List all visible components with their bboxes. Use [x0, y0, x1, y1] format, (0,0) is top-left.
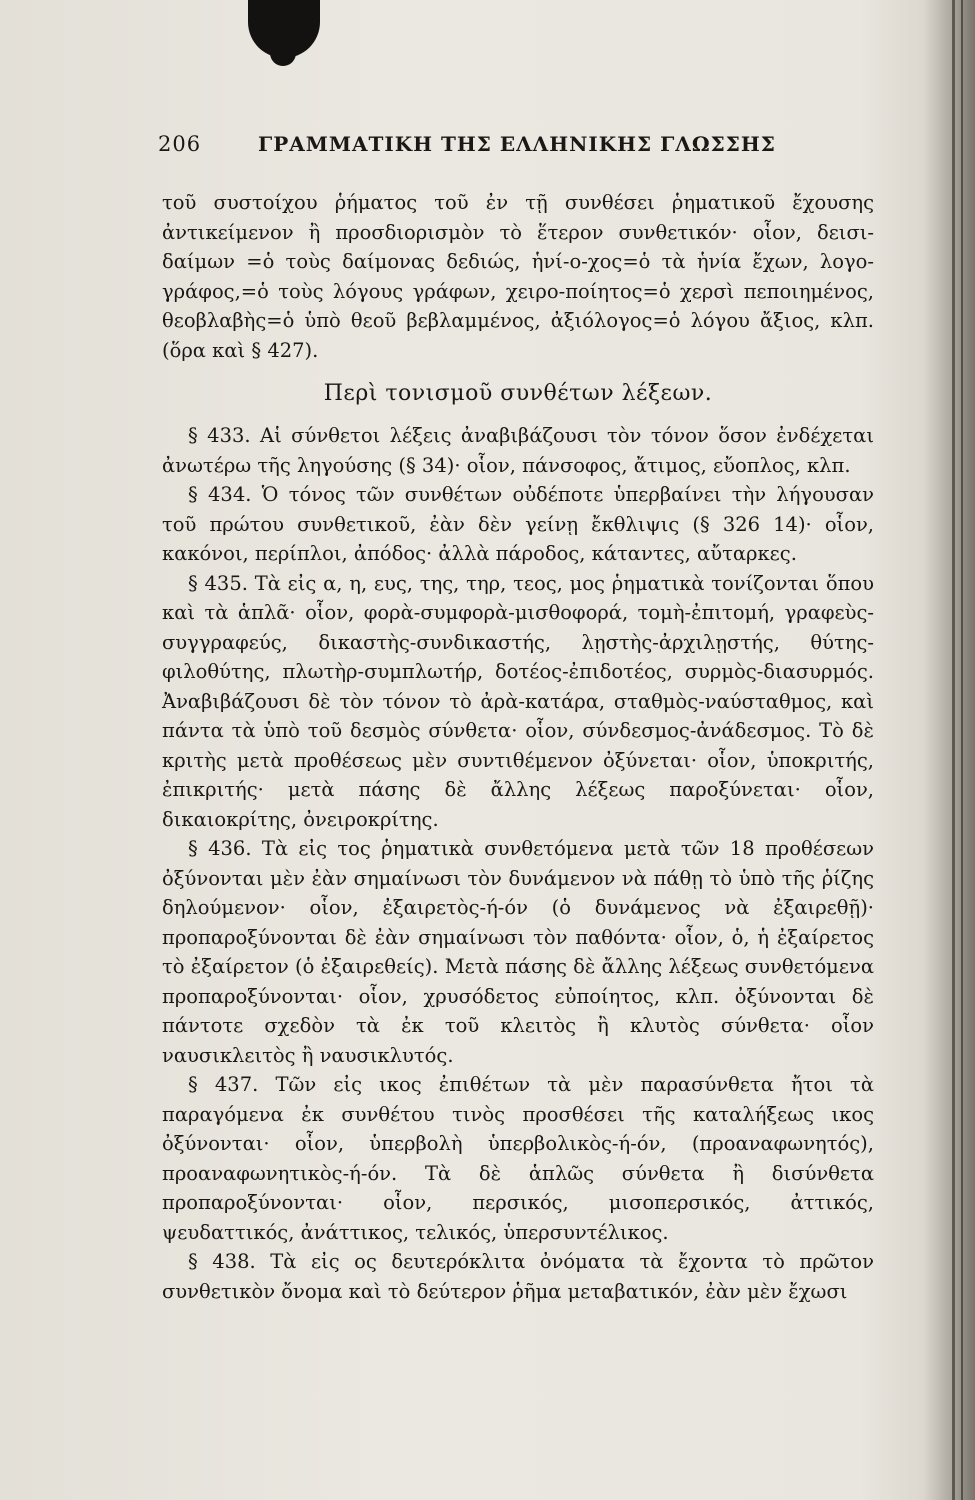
page-content: [158, 128, 874, 1306]
book-binding-shadow: [923, 0, 975, 1500]
paragraph-continuation: τοῦ συστοίχου ῥήματος τοῦ ἐν τῇ συνθέσει ῥηματικοῦ ἔχουσης ἀντικείμενον ἢ προσδιορισμὸν τὸ ἕτερον συνθετικόν· οἷον, δεισι-δαίμων =ὁ τοὺς δαίμονας δεδιώς, ἡνί-ο-χος=ὁ τὰ ἡνία ἔχων, λογο-γράφος,=ὁ τοὺς λόγους γράφων, χειρο-ποίητος=ὁ χερσὶ πεποιημένος, θεοβλαβὴς=ὁ ὑπὸ θεοῦ βεβλαμμένος, ἀξιόλογος=ὁ λόγου ἄξιος, κλπ. (ὅρα καὶ § 427).: [162, 191, 874, 362]
section-title: Περὶ τονισμοῦ συνθέτων λέξεων.: [323, 381, 713, 406]
paragraph-438: § 438. Τὰ εἰς ος δευτερόκλιτα ὀνόματα τὰ ἔχοντα τὸ πρῶτον συνθετικὸν ὄνομα καὶ τὸ δεύτερον ῥῆμα μεταβατικόν, ἐὰν μὲν ἔχωσι: [162, 1250, 874, 1303]
binding-edge-line: [961, 0, 963, 1500]
paragraph-433: § 433. Αἱ σύνθετοι λέξεις ἀναβιβάζουσι τὸν τόνον ὅσον ἐνδέχεται ἀνωτέρω τῆς ληγούσης (§ 34)· οἷον, πάνσοφος, ἄτιμος, εὔοπλος, κλπ.: [162, 424, 874, 477]
body-text: [162, 188, 874, 1306]
paragraph-434: § 434. Ὁ τόνος τῶν συνθέτων οὐδέποτε ὑπερβαίνει τὴν λήγουσαν τοῦ πρώτου συνθετικοῦ, ἐὰν δὲν γείνῃ ἔκθλιψις (§ 326 14)· οἷον, κακόνοι, περίπλοι, ἀπόδος· ἀλλὰ πάροδος, κάταντες, αὔταρκες.: [162, 483, 874, 565]
binding-edge-line: [952, 0, 955, 1500]
page-header: [158, 128, 874, 164]
page-number: 206: [158, 132, 202, 156]
paragraph-435: § 435. Τὰ εἰς α, η, ευς, της, τηρ, τεος, μος ῥηματικὰ τονίζονται ὅπου καὶ τὰ ἁπλᾶ· οἷον, φορὰ-συμφορὰ-μισθοφορά, τομὴ-ἐπιτομή, γραφεὺς-συγγραφεύς, δικαστὴς-συνδικαστής, λῃστὴς-ἀρχιλῃστής, θύτης-φιλοθύτης, πλωτὴρ-συμπλωτήρ, δοτέος-ἐπιδοτέος, συρμὸς-διασυρμός. Ἀναβιβάζουσι δὲ τὸν τόνον τὸ ἀρὰ-κατάρα, σταθμὸς-ναύσταθμος, καὶ πάντα τὰ ὑπὸ τοῦ δεσμὸς σύνθετα· οἷον, σύνδεσμος-ἀνάδεσμος. Τὸ δὲ κριτὴς μετὰ προθέσεως μὲν συντιθέμενον ὀξύνεται· οἷον, ὑποκριτής, ἐπικριτής· μετὰ πάσης δὲ ἄλλης λέξεως παροξύνεται· οἷον, δικαιοκρίτης, ὀνειροκρίτης.: [162, 571, 874, 831]
paragraph-436: § 436. Τὰ εἰς τος ῥηματικὰ συνθετόμενα μετὰ τῶν 18 προθέσεων ὀξύνονται μὲν ἐὰν σημαίνωσι τὸν δυνάμενον νὰ πάθῃ τὸ ὑπὸ τῆς ῥίζης δηλούμενον· οἷον, ἐξαιρετὸς-ή-όν (ὁ δυνάμενος νὰ ἐξαιρεθῇ)· προπαροξύνονται δὲ ἐὰν σημαίνωσι τὸν παθόντα· οἷον, ὁ, ἡ ἐξαίρετος τὸ ἐξαίρετον (ὁ ἐξαιρεθείς). Μετὰ πάσης δὲ ἄλλης λέξεως συνθετόμενα προπαροξύνονται· οἷον, χρυσόδετος εὐποίητος, κλπ. ὀξύνονται δὲ πάντοτε σχεδὸν τὰ ἐκ τοῦ κλειτὸς ἢ κλυτὸς σύνθετα· οἷον ναυσικλειτὸς ἢ ναυσικλυτός.: [162, 837, 874, 1067]
paragraph-437: § 437. Τῶν εἰς ικος ἐπιθέτων τὰ μὲν παρασύνθετα ἤτοι τὰ παραγόμενα ἐκ συνθέτου τινὸς προσθέσει τῆς καταλήξεως ικος ὀξύνονται· οἷον, ὑπερβολὴ ὑπερβολικὸς-ή-όν, (προαναφωνητός), προαναφωνητικὸς-ή-όν. Τὰ δὲ ἁπλῶς σύνθετα ἢ δισύνθετα προπαροξύνονται· οἷον, περσικός, μισοπερσικός, ἀττικός, ψευδαττικός, ἀνάττικος, τελικός, ὑπερσυντέλικος.: [162, 1073, 874, 1244]
running-head: ΓΡΑΜΜΑΤΙΚΗ ΤΗΣ ΕΛΛΗΝΙΚΗΣ ΓΛΩΣΣΗΣ: [258, 132, 776, 156]
